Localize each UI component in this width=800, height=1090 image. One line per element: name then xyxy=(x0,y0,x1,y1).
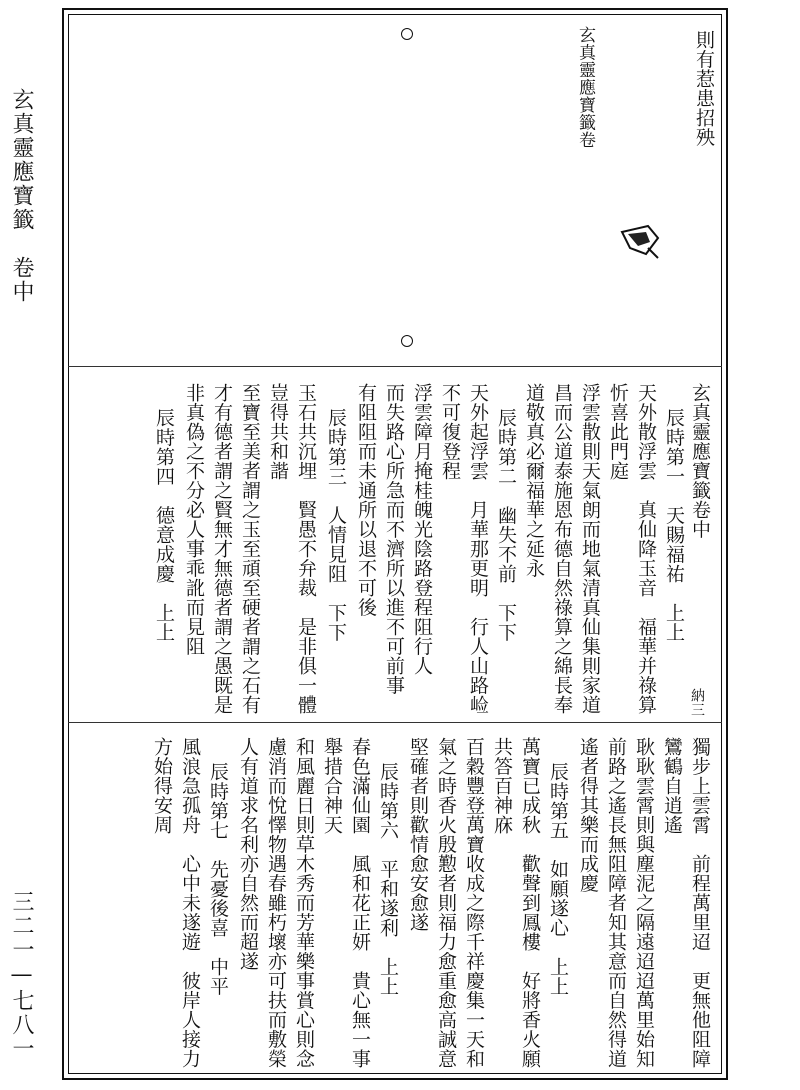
top-text-column-2: 玄真靈應寶籤卷 xyxy=(575,26,595,149)
middle-column-15: 玉石共沉埋 賢愚不弁裁 是非俱一體 xyxy=(295,383,317,715)
middle-column-6: 昌而公道泰施恩布德自然祿算之綿長奉 xyxy=(551,383,573,715)
bottom-column-16: 慮消而悅懌物遇春雖朽壞亦可扶而敷榮 xyxy=(265,737,287,1069)
bottom-column-8: 共答百神庥 xyxy=(491,737,513,835)
punctuation-circle xyxy=(401,335,413,347)
bottom-column-5: 遙者得其樂而成慶 xyxy=(577,737,599,893)
middle-column-13: 有阻阻而未通所以退不可後 xyxy=(355,383,377,617)
bottom-column-7: 萬寶已成秋 歡聲到鳳樓 好將香火願 xyxy=(519,737,541,1069)
page-mark: 納三 xyxy=(689,688,705,717)
middle-column-7: 道敬真必爾福華之延永 xyxy=(523,383,545,578)
bottom-column-11: 堅確者則歡情愈安愈遂 xyxy=(407,737,429,932)
bottom-column-2: 鸞鶴自逍遙 xyxy=(661,737,683,835)
top-text-column-1: 則有惹患招殃 xyxy=(693,30,715,147)
panel-divider-top xyxy=(68,366,722,367)
bottom-column-9: 百穀豐登萬寶收成之際千祥慶集一天和 xyxy=(463,737,485,1069)
middle-column-17: 至寶至美者謂之玉至頑至硬者謂之石有 xyxy=(239,383,261,715)
panel-divider-bottom xyxy=(68,722,722,723)
middle-column-20: 辰時第四 德意成慶 上上 xyxy=(153,408,175,642)
middle-column-12: 而失路心所急而不濟所以進不可前事 xyxy=(383,383,405,695)
middle-column-11: 浮雲障月掩桂魄光陰路登程阻行人 xyxy=(411,383,433,676)
middle-column-16: 豈得共和諧 xyxy=(267,383,289,481)
bottom-column-18: 辰時第七 先憂後喜 中平 xyxy=(207,762,229,996)
middle-column-14: 辰時第三 人情見阻 下下 xyxy=(325,408,347,642)
middle-column-2: 辰時第一 天賜福祐 上上 xyxy=(663,408,685,642)
bottom-column-20: 方始得安周 xyxy=(151,737,173,835)
bottom-column-17: 人有道求名利亦自然而超遂 xyxy=(237,737,259,971)
bottom-column-3: 耿耿雲霄則與塵泥之隔遠迢迢萬里始知 xyxy=(633,737,655,1069)
middle-column-19: 非真偽之不分必人事乖訛而見阻 xyxy=(183,383,205,656)
margin-book-title: 玄真靈應寶籤 卷中 xyxy=(9,88,34,304)
bottom-column-10: 氣之時香火殷懃者則福力愈重愈高誠意 xyxy=(435,737,457,1069)
seal-stamp-icon xyxy=(618,218,662,262)
middle-column-1: 玄真靈應寶籤卷中 xyxy=(689,383,711,539)
bottom-column-14: 舉措合神天 xyxy=(321,737,343,835)
bottom-column-13: 春色滿仙園 風和花正妍 貴心無一事 xyxy=(349,737,371,1069)
middle-column-9: 天外起浮雲 月華那更明 行人山路崄 xyxy=(467,383,489,715)
middle-column-8: 辰時第二 幽失不前 下下 xyxy=(495,408,517,642)
bottom-column-6: 辰時第五 如願遂心 上上 xyxy=(547,762,569,996)
bottom-column-15: 和風麗日則草木秀而芳華樂事賞心則念 xyxy=(293,737,315,1069)
bottom-column-4: 前路之遙長無阻障者知其意而自然得道 xyxy=(605,737,627,1069)
bottom-column-12: 辰時第六 平和遂利 上上 xyxy=(377,762,399,996)
middle-column-18: 才有德者謂之賢無才無德者謂之愚既是 xyxy=(211,383,233,715)
middle-column-4: 忻喜此門庭 xyxy=(607,383,629,481)
middle-column-5: 浮雲散則天氣朗而地氣清真仙集則家道 xyxy=(579,383,601,715)
bottom-column-1: 獨步上雲霄 前程萬里迢 更無他阻障 xyxy=(689,737,711,1069)
margin-page-number: 三二一—七八一 xyxy=(9,890,34,1061)
punctuation-circle xyxy=(401,28,413,40)
middle-column-3: 天外散浮雲 真仙降玉音 福華并祿算 xyxy=(635,383,657,715)
middle-column-10: 不可復登程 xyxy=(439,383,461,481)
bottom-column-19: 風浪急孤舟 心中未遂遊 彼岸人接力 xyxy=(179,737,201,1069)
